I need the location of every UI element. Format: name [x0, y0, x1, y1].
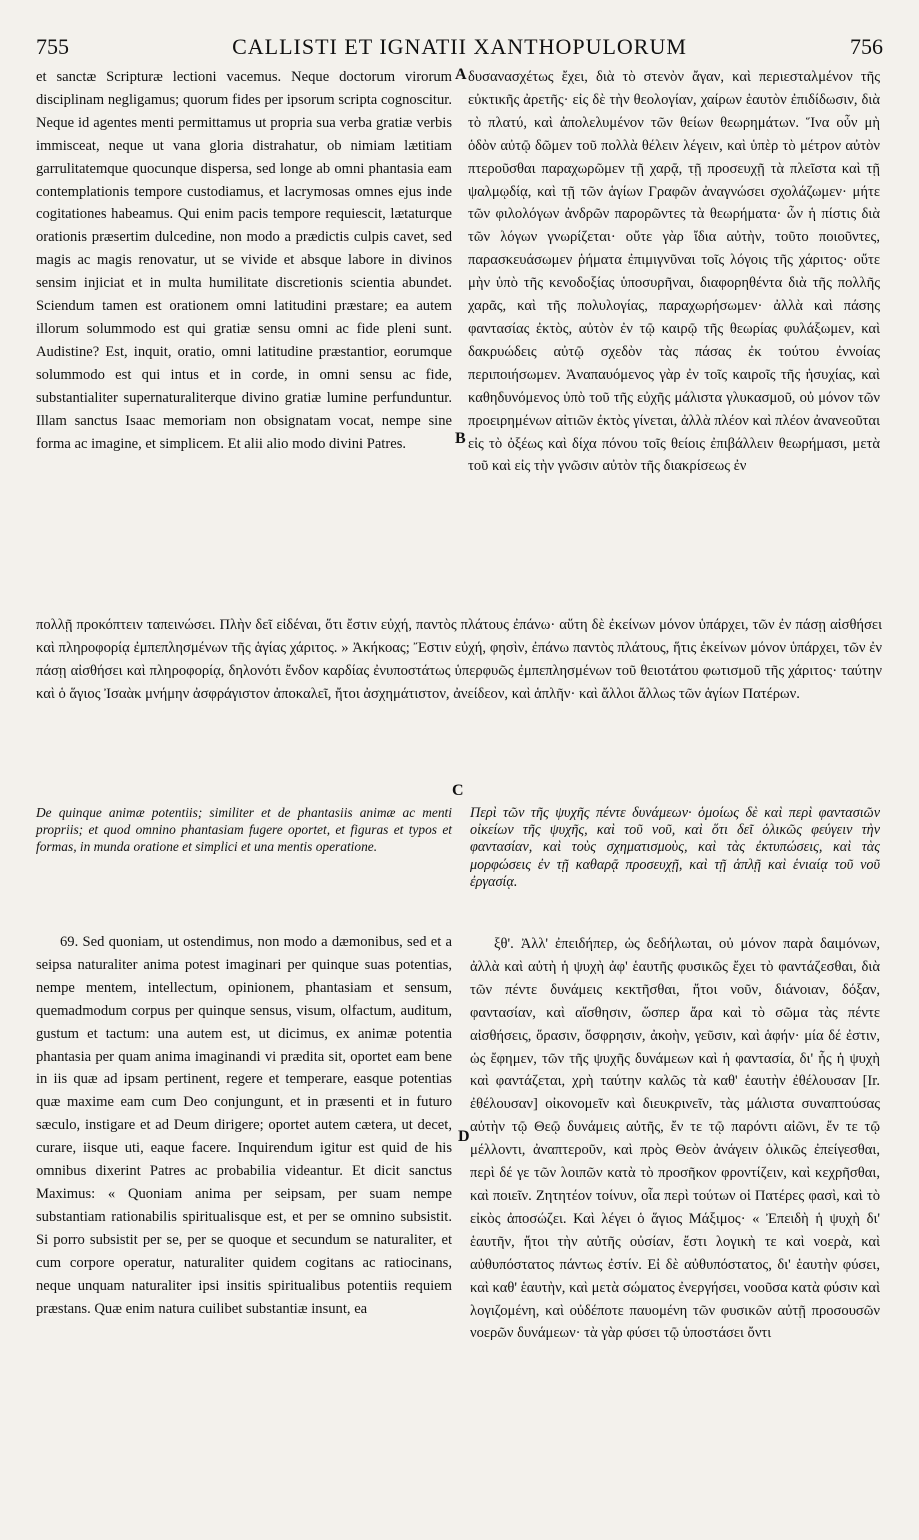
latin-column-top	[36, 66, 452, 455]
greek-paragraph-full: πολλῇ προκόπτειν ταπεινώσει. Πλὴν δεῖ εἰδέναι, ὅτι ἔστιν εὐχή, παντὸς πλάτους ἐπάνω· αὕτη δὲ ἐκείνων μόνον ὑπάρχει, τῶν ἐν πάσῃ αἰσθήσει καὶ πληροφορίᾳ ἐμπεπλησμένων τῆς ἁγίας χάριτος. » Ἀκήκοας; Ἔστιν εὐχή, φησὶν, ἐπάνω παντὸς πλάτους, ἥτις ἐκείνων μόνον ὑπάρχει, τῶν ἐν πάσῃ αἰσθήσει καὶ πληροφορίᾳ, δηλονότι ἔνδον καρδίας ἐνυποστάτως ὑπερφυῶς ἐμπεπλησμένων τοῦ θειοτάτου φωτισμοῦ τῆς χάριτος· ταύτην καὶ ὁ ἅγιος Ἰσαὰκ μνήμην ἀσφράγιστον ἀποκαλεῖ, ἤτοι ἀσχημάτιστον, ἀνείδεον, καὶ ἁπλῆν· καὶ ἄλλοι ἄλλως τῶν ἁγίων Πατέρων.	[36, 617, 882, 702]
greek-column-top	[468, 66, 880, 478]
greek-paragraph-top: δυσανασχέτως ἔχει, διὰ τὸ στενὸν ἄγαν, καὶ περιεσταλμένον τῆς εὐκτικῆς ἀρετῆς· εἰς δὲ τὴν θεολογίαν, χαίρων ἑαυτὸν ἐπιδίδωσιν, διὰ τὸ πλατύ, καὶ ἀπολελυμένον τῶν θείων θεωρημάτων. Ἵνα οὖν μὴ ὁδὸν αὐτῷ δῶμεν τοῦ πολλὰ θέλειν λέγειν, καὶ ὑπὲρ τὸ μέτρον αὐτὸν πτεροῦσθαι παραχωρῶμεν τῇ χαρᾷ, τῇ προσευχῇ τὰ πλεῖστα καὶ τῇ ψαλμῳδίᾳ, καὶ τῇ τῶν ἁγίων Γραφῶν ἀναγνώσει σχολάζωμεν· μήτε τῶν φιλολόγων ἀνδρῶν παρορῶντες τὰ θεωρήματα· ὧν ἡ πίστις διὰ τῶν λόγων γνωρίζεται· οὔτε γὰρ ἴδια αὐτὴν, τοῦτο ποιοῦντες, παρασκευάσωμεν ῥήματα ἐπιμιγνῦναι τοῖς λόγοις τῆς χάριτος· οὔτε μὴν ὑπὸ τῆς κενοδοξίας ὑποσυρῆναι, διαφορηθέντα διὰ τῆς πολλῆς χαρᾶς, καὶ τῆς πολυλογίας, παραχωρήσωμεν· ἀλλὰ καὶ πάσης φαντασίας ἐκτὸς, αὐτὸν ἐν τῷ καιρῷ τῆς θεωρίας φυλάξωμεν, καὶ δακρυώδεις αὐτῷ σχεδὸν τὰς πάσας ἐκ τούτου ἐννοίας περιποιήσωμεν. Ἀναπαυόμενος γὰρ ἐν τοῖς καιροῖς τῆς ἡσυχίας, καὶ καθηδυνόμενος ὑπὸ τοῦ τῆς εὐχῆς μάλιστα γλυκασμοῦ, οὐ μόνον τῶν προειρημένων αἰτιῶν ἐκτὸς γίνεται, ἀλλὰ πλέον καὶ πλέον ἀνανεοῦται εἰς τὸ ὀξέως καὶ δίχα πόνου τοῖς θείοις ἐπιβάλλειν θεωρήμασι, μετὰ τοῦ καὶ εἰς τὴν γνῶσιν αὐτὸν τῆς διακρίσεως ἐν	[468, 69, 880, 475]
greek-paragraph-69: ξθ'. Ἀλλ' ἐπειδήπερ, ὡς δεδήλωται, οὐ μόνον παρὰ δαιμόνων, ἀλλὰ καὶ αὐτὴ ἡ ψυχὴ ἀφ' ἑαυτῆς φυσικῶς ἔχει τὸ φαντάζεσθαι, διὰ τῶν πέντε δυνάμεις κεκτῆσθαι, ἤτοι νοῦν, διάνοιαν, δόξαν, φαντασίαν, καὶ αἴσθησιν, ὥσπερ ἄρα καὶ τὸ σῶμα τὰς πέντε αἰσθήσεις, ὅρασιν, ὄσφρησιν, ἀκοὴν, γεῦσιν, καὶ ἁφήν· μία δέ ἐστιν, ὡς ἔφημεν, τῶν τῆς ψυχῆς δυνάμεων καὶ ἡ φαντασία, δι' ἧς ἡ ψυχὴ καὶ φαντάζεται, χρὴ ταύτην καλῶς τὰ καθ' ἑαυτὴν ἐθέλουσαν [Ir. ἐθέλουσαν] οἰκονομεῖν καὶ διευκρινεῖν, τὰς μάλιστα συναπτούσας αὐτὴν τῷ Θεῷ δυνάμεις αὐτῆς, ἔν τε τῷ παρόντι αἰῶνι, ἔν τε τῷ μέλλοντι, ἀναπτεροῦν, καὶ πρὸς Θεὸν ἀνάγειν ὁλικῶς ἐπείγεσθαι, περὶ δέ γε τῶν λοιπῶν κατὰ τὸ προσῆκον φροντίζειν, καὶ κεχρῆσθαι, καὶ ποιεῖν. Ζητητέον τοίνυν, οἷα περὶ τούτων οἱ Πατέρες φασὶ, καὶ τὸ εἰκὸς ἀποσώζει. Καὶ λέγει ὁ ἅγιος Μάξιμος· « Ἐπειδὴ ἡ ψυχὴ δι' ἑαυτῆν, ἤτοι τὴν αὐτῆς οὐσίαν, ἔστι λογικὴ τε καὶ νοερὰ, καὶ αὐθυπόστατος πάντως ἐστίν. Εἰ δὲ αὐθυπόστατος, δι' ἑαυτὴν φύσει, καὶ καθ' ἑαυτὴν, καὶ μετὰ σώματος ἐνεργήσει, νοοῦσα κατὰ φύσιν καὶ λογιζομένη, καὶ οὐδέποτε παυομένη τῶν φυσικῶν αὐτῇ προσουσῶν νοερῶν δυνάμεων· τὰ γὰρ φύσει τῷ ὑποστάσει ὄντι	[470, 936, 880, 1342]
greek-column-bottom	[470, 933, 880, 1345]
greek-section-heading	[470, 805, 880, 891]
margin-mark-b: B	[455, 430, 466, 447]
running-header	[36, 34, 883, 64]
latin-paragraph-top: et sanctæ Scripturæ lectioni vacemus. Neque doctorum virorum disciplinam negligamus; quorum fides per ipsorum scripta cognoscitur. Neque id agentes menti permittamus ut propria sua verba gratiæ verbis immisceat, neque ut vana gloria distrahatur, ob nimiam lætitiam garrulitatemque quocunque dispersa, sed longe ab omni phantasia eam contemplationis tempore custodiamus, et lacrymosas omnes ejus inde cogitationes habeamus. Qui enim pacis tempore requiescit, lætaturque orationis præsertim dulcedine, non modo a prædictis culpis cavet, sed magis ac magis renovatur, ut se vivide et absque labore in divinos sensim injiciat et in multa humilitate discretionis scientia abundet. Sciendum tamen est orationem omni latitudini præstare; ea autem illorum solummodo est qui gratiæ sensu omni ac fide pleni sunt. Audistine? Est, inquit, oratio, omni latitudine præstantior, eorumque solummodo est qui intus et in corde, in omni sensu ac fide, substantialiter supernaturaliterque divino gratiæ lumine perfunduntur. Illam sanctus Isaac memoriam non obsignatam vocat, nempe sine forma ac imagine, et simplicem. Et alii alio modo divini Patres.	[36, 69, 452, 452]
greek-full-width-block	[36, 614, 882, 706]
greek-subtitle: Περὶ τῶν τῆς ψυχῆς πέντε δυνάμεων· ὁμοίως δὲ καὶ περὶ φαντασιῶν οἰκείων τῆς ψυχῆς, καὶ τοῦ νοῦ, καὶ ὅτι δεῖ ὁλικῶς φεύγειν τὴν φαντασίαν, καὶ τοὺς σχηματισμοὺς, καὶ τὰς ἐκτυπώσεις, καὶ τὰς μορφώσεις ἐν τῇ καθαρᾷ προσευχῇ, καὶ τῇ ἁπλῇ καὶ ἑνιαίᾳ τοῦ νοῦ ἐργασίᾳ.	[470, 805, 880, 890]
latin-section-heading	[36, 805, 452, 856]
margin-mark-c: C	[452, 782, 464, 799]
margin-mark-a: A	[455, 66, 467, 83]
latin-column-bottom	[36, 931, 452, 1320]
latin-paragraph-69: 69. Sed quoniam, ut ostendimus, non modo a dæmonibus, sed et a seipsa naturaliter anima potest imaginari per quinque suas potentias, nempe mentem, intellectum, opinionem, phantasiam et sensum, quemadmodum corpus per quinque sensus, visum, olfactum, auditum, gustum et tactum: una autem est, ut dicimus, ex animæ potentia phantasia per quam anima imaginandi vi prædita sit, oportet eam bene in iis quæ ad ipsam pertinent, regere et temperare, easque potentias quæ maxime eam cum Deo conjungunt, et in præsenti et in futuro sæculo, instigare et ad Deum dirigere; oportet autem cætera, ut decet, curare, iisque uti, eaque facere. Inquirendum igitur est quid de his omnibus dixerint Patres ac probabilia videantur. Et dicit sanctus Maximus: « Quoniam anima per seipsam, per suam nempe substantiam rationabilis spiritualisque est, et per se omnino subsistit. Si porro subsistit per se, per se quoque et secundum se naturaliter, et cum corpore operatur, naturaliter quidem cogitans ac ratiocinans, neque unquam naturaliter ipsi insitis spiritualibus potentiis requiem præstans. Quæ enim natura cuilibet substantiæ insunt, ea	[36, 934, 452, 1317]
latin-subtitle: De quinque animæ potentiis; similiter et de phantasiis animæ ac menti propriis; et quod omnino phantasiam fugere oportet, et figuras et typos et formas, in munda oratione et simplici et una mentis operatione.	[36, 805, 452, 854]
page-number-left: 755	[36, 34, 69, 59]
page-number-right: 756	[850, 34, 883, 59]
margin-mark-d: D	[458, 1128, 470, 1145]
running-title: CALLISTI ET IGNATII XANTHOPULORUM	[232, 34, 687, 59]
